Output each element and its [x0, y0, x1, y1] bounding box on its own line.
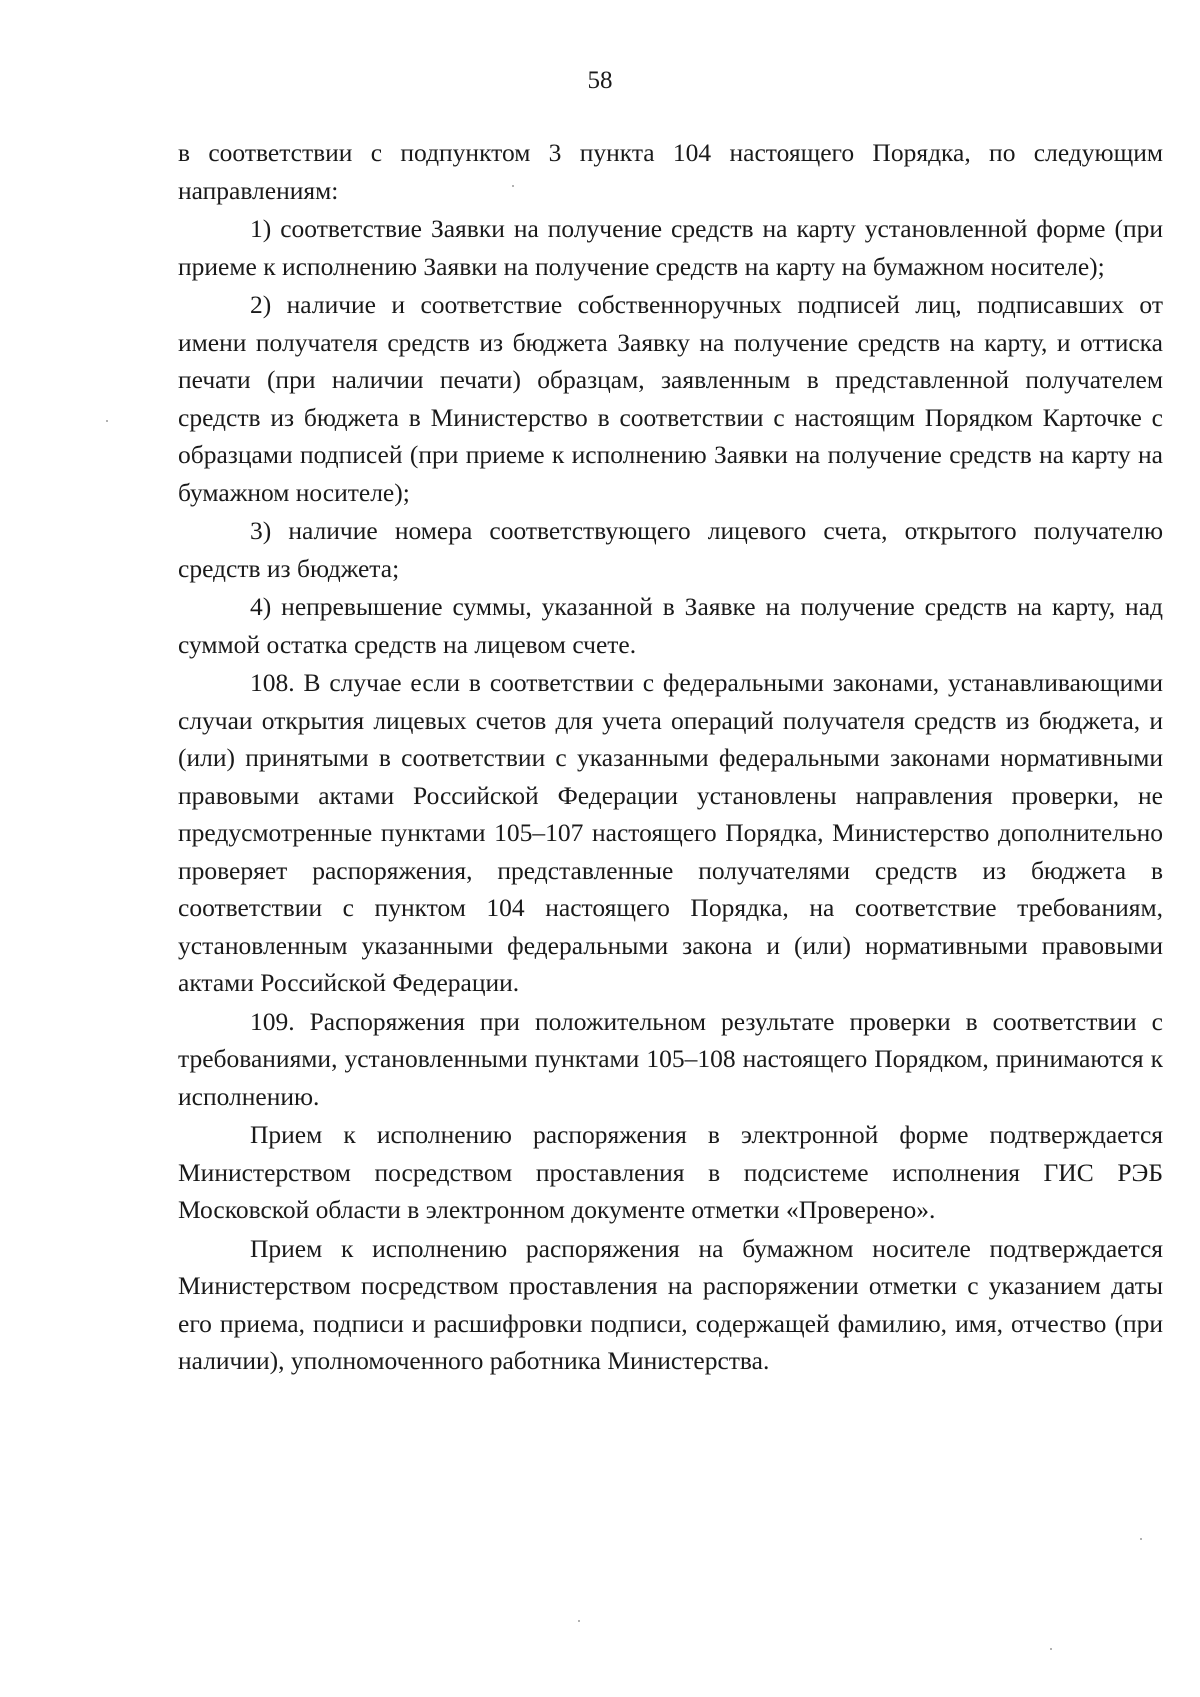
- scan-speck: [1140, 1538, 1142, 1540]
- paragraph-electronic-acceptance: Прием к исполнению распоряжения в электронной форме подтверждается Министерством посредством проставления в подсистеме исполнения ГИС РЭБ Московской области в электронном документе отметки «Проверено».: [178, 1120, 1163, 1224]
- paragraph-item-2: 2) наличие и соответствие собственноручных подписей лиц, подписавших от имени получателя средств из бюджета Заявку на получение средств на карту, и оттиска печати (при наличии печати) образцам, заявленным в представленной получателем средств из бюджета в Министерство в соответствии с настоящим Порядком Карточке с образцами подписей (при приеме к исполнению Заявки на получение средств на карту на бумажном носителе);: [178, 290, 1163, 507]
- scan-speck: [512, 185, 514, 187]
- paragraph-item-1: 1) соответствие Заявки на получение средств на карту установленной форме (при приеме к исполнению Заявки на получение средств на карту на бумажном носителе);: [178, 214, 1163, 281]
- paragraph-clause-109: 109. Распоряжения при положительном результате проверки в соответствии с требованиями, установленными пунктами 105–108 настоящего Порядком, принимаются к исполнению.: [178, 1006, 1163, 1111]
- paragraph-paper-acceptance: Прием к исполнению распоряжения на бумажном носителе подтверждается Министерством посредством проставления на распоряжении отметки с указанием даты его приема, подписи и расшифровки подписи, содержащей фамилию, имя, отчество (при наличии), уполномоченного работника Министерства.: [178, 1233, 1163, 1375]
- paragraph-clause-108: 108. В случае если в соответствии с федеральными законами, устанавливающими случаи открытия лицевых счетов для учета операций получателя средств из бюджета, и (или) принятыми в соответствии с указанными федеральными законами нормативными правовыми актами Российской Федерации установлены направления проверки, не предусмотренные пунктами 105–107 настоящего Порядка, Министерство дополнительно проверяет распоряжения, представленные получателями средств из бюджета в соответствии с пунктом 104 настоящего Порядка, на соответствие требованиям, установленным указанными федеральными закона и (или) нормативными правовыми актами Российской Федерации.: [178, 668, 1163, 997]
- paragraph-item-4: 4) непревышение суммы, указанной в Заявке на получение средств на карту, над суммой остатка средств на лицевом счете.: [178, 592, 1163, 659]
- scan-speck: [578, 1620, 580, 1622]
- scan-speck: [1050, 1648, 1052, 1650]
- paragraph-continuation: в соответствии с подпунктом 3 пункта 104 настоящего Порядка, по следующим направлениям:: [178, 138, 1163, 205]
- paragraph-item-3: 3) наличие номера соответствующего лицевого счета, открытого получателю средств из бюджета;: [178, 516, 1163, 583]
- document-body: [178, 134, 1163, 1380]
- scan-speck: [106, 420, 108, 422]
- page-number: 58: [587, 67, 613, 94]
